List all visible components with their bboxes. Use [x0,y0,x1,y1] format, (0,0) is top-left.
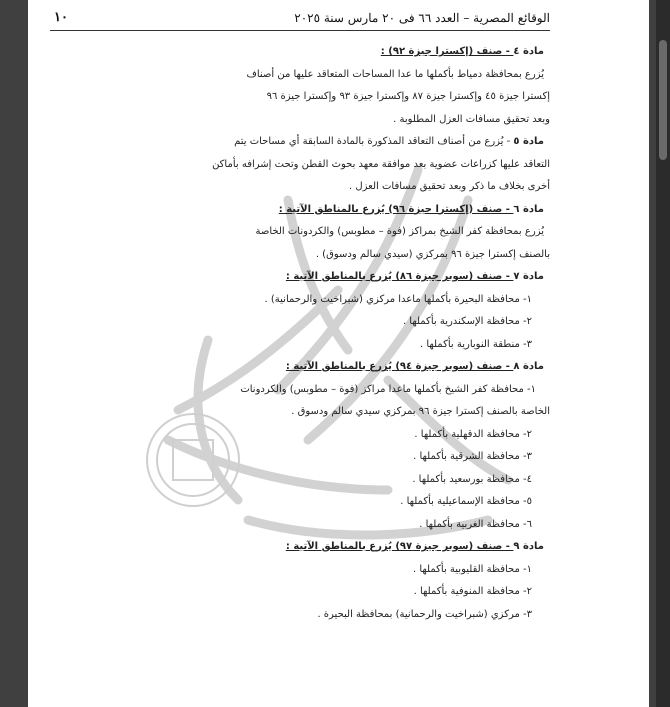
article-9 [50,536,550,626]
article-line: يُزرع بمحافظة دمياط بأكملها ما عدا المساحات المتعاقد عليها من أصناف [246,68,544,80]
list-item: ٣- محافظة الشرقية بأكملها . [413,451,532,462]
article-label: مادة ٤ [513,46,544,57]
list-item: ٣- منطقة النوبارية بأكملها . [419,338,532,350]
article-label: مادة ٦ [513,203,544,215]
list-item: ٥- محافظة الإسماعيلية بأكملها . [400,496,532,507]
article-6 [50,199,550,267]
articles [50,41,550,626]
article-line: أخرى بخلاف ما ذكر وبعد تحقيق مسافات العزل . [349,181,550,192]
article-label: مادة ٩ [513,541,544,552]
vertical-scrollbar[interactable] [656,0,670,707]
article-line: يُزرع بمحافظة كفر الشيخ بمراكز (فوة – مطوبس) والكردونات الخاصة [255,226,544,237]
article-line: بالصنف إكسترا جيزة ٩٦ بمركزي (سيدي سالم ودسوق) . [315,248,550,260]
article-7 [50,266,550,356]
article-heading: - صنف (سوبر جيزة ٩٤) يُزرع بالمناطق الآتية : [285,361,514,372]
document-page [28,0,649,707]
article-4 [50,41,550,131]
document-content [50,0,550,626]
page-header [50,6,550,31]
article-heading: - صنف (سوبر جيزة ٨٦) يُزرع بالمناطق الآتية : [285,271,514,282]
article-label: مادة ٨ [513,361,544,372]
list-item: ٣- مركزي (شبراخيت والرحمانية) بمحافظة البحيرة . [317,608,532,620]
article-heading: - صنف (سوبر جيزة ٩٧) يُزرع بالمناطق الآتية : [285,541,514,552]
list-item: ٢- محافظة المنوفية بأكملها . [413,586,532,597]
list-item: ٢- محافظة الإسكندرية بأكملها . [402,316,532,327]
list-item: ١- محافظة كفر الشيخ بأكملها ماعدا مراكز (فوة – مطوبس) والكردونات [240,383,536,395]
article-8 [50,356,550,536]
list-item: ٦- محافظة الغربية بأكملها . [419,518,532,530]
list-item: ١- محافظة البحيرة بأكملها ماعدا مركزي (شبراخيت والرحمانية) . [264,293,532,305]
list-item: ١- محافظة القليوبية بأكملها . [413,563,532,575]
scrollbar-thumb[interactable] [659,40,667,160]
article-heading: - صنف (إكسترا جيزة ٩٦) يُزرع بالمناطق الآتية : [278,203,514,215]
article-heading: - يُزرع من أصناف التعاقد المذكورة بالمادة السابقة أي مساحات يتم [234,136,514,147]
article-5 [50,131,550,199]
article-label: مادة ٥ [513,136,544,147]
article-line: إكسترا جيزة ٤٥ وإكسترا جيزة ٨٧ وإكسترا جيزة ٩٣ وإكسترا جيزة ٩٦ [266,91,550,102]
list-item: ٤- محافظة بورسعيد بأكملها . [412,473,532,485]
page-number: ١٠ [54,9,68,25]
header-title: الوقائع المصرية – العدد ٦٦ فى ٢٠ مارس سنة ٢٠٢٥ [294,10,550,25]
article-label: مادة ٧ [513,271,544,282]
list-item: الخاصة بالصنف إكسترا جيزة ٩٦ بمركزي سيدي سالم ودسوق . [291,406,550,417]
list-item: ٢- محافظة الدقهلية بأكملها . [414,428,532,440]
article-heading: - صنف (إكسترا جيزة ٩٢) : [380,46,514,57]
article-line: وبعد تحقيق مسافات العزل المطلوبة . [393,113,550,125]
article-line: التعاقد عليها كزراعات عضوية بعد موافقة معهد بحوث القطن وتحت إشرافه بأماكن [212,158,550,170]
